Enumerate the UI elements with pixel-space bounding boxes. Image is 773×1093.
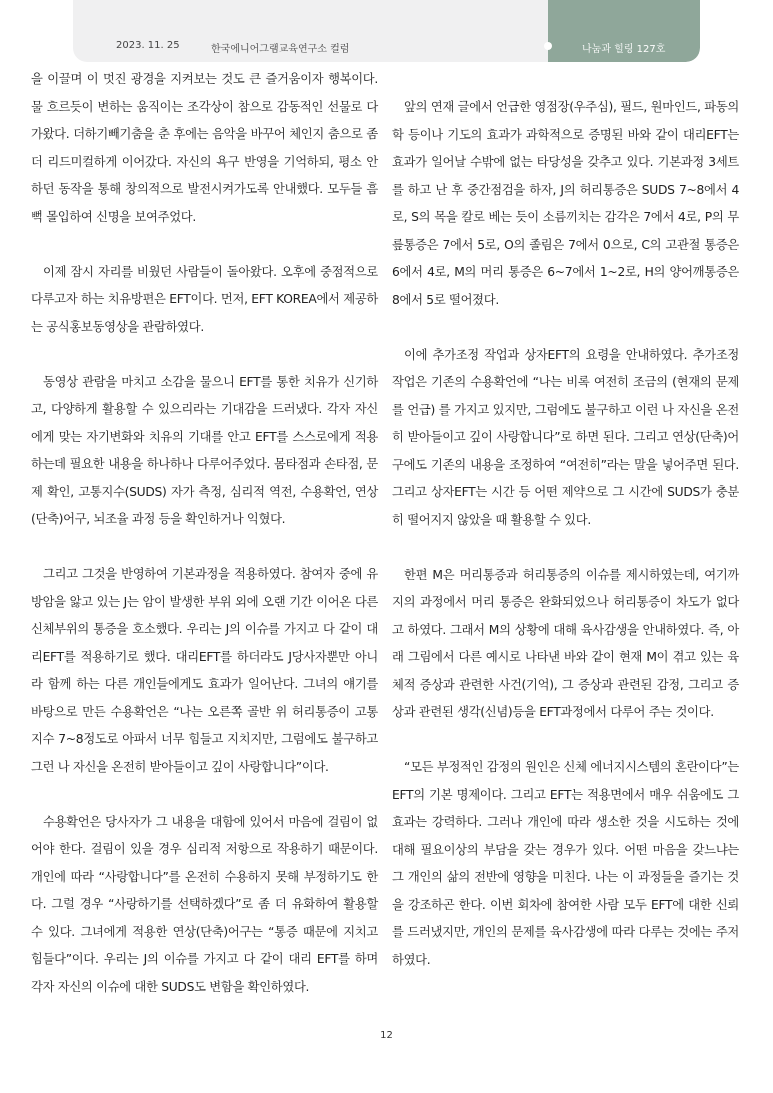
header-publisher: 한국에니어그램교육연구소 컬럼 bbox=[211, 44, 350, 55]
paragraph: 한편 M은 머리통증과 허리통증의 이슈를 제시하였는데, 여기까지의 과정에서 머리 통증은 완화되었으나 허리통증이 차도가 없다고 하였다. 그래서 M의 상황에 대해 육사감생을 안내하였다. 즉, 아래 그림에서 다른 예시로 나타낸 바와 같이 현재 M이 겪고 있는 육체적 증상과 관련한 사건(기억), 그 증상과 관련된 감정, 그리고 증상과 관련된 생각(신념)등을 EFT과정에서 다루어 주는 것이다. bbox=[392, 567, 739, 719]
paragraph: 수용확언은 당사자가 그 내용을 대함에 있어서 마음에 걸림이 없어야 한다. 걸림이 있을 경우 심리적 저항으로 작용하기 때문이다. 개인에 따라 “사랑합니다”를 온전히 수용하지 못해 부정하기도 한다. 그럴 경우 “사랑하기를 선택하겠다”로 좀 더 유화하여 활용할 수 있다. 그녀에게 적용한 연상(단축)어구는 “통증 때문에 지치고 힘들다”이다. 우리는 J의 이슈를 가지고 다 같이 대리 EFT를 하며 각자 자신의 이슈에 대한 SUDS도 변함을 확인하였다. bbox=[31, 814, 378, 994]
paragraph: 그리고 그것을 반영하여 기본과정을 적용하였다. 참여자 중에 유방암을 앓고 있는 J는 암이 발생한 부위 외에 오랜 기간 이어온 다른 신체부위의 통증을 호소했다. 우리는 J의 이슈를 가지고 다 같이 대리EFT를 적용하기로 했다. 대리EFT를 하더라도 J당사자뿐만 아니라 함께 하는 다른 개인들에게도 효과가 일어난다. 그녀의 얘기를 바탕으로 만든 수용확언은 “나는 오른쪽 골반 위 허리통증이 고통지수 7~8정도로 아파서 너무 힘들고 지치지만, 그럼에도 불구하고 그런 나 자신을 온전히 받아들이고 깊이 사랑합니다”이다. bbox=[31, 567, 378, 774]
page-header bbox=[73, 0, 700, 62]
right-column bbox=[392, 94, 739, 974]
paragraph: 이제 잠시 자리를 비웠던 사람들이 돌아왔다. 오후에 중점적으로 다루고자 하는 치유방편은 EFT이다. 먼저, EFT KOREA에서 제공하는 공식홍보동영상을 관람하였다. bbox=[31, 264, 378, 334]
paragraph: 동영상 관람을 마치고 소감을 물으니 EFT를 통한 치유가 신기하고, 다양하게 활용할 수 있으리라는 기대감을 드러냈다. 각자 자신에게 맞는 자기변화와 치유의 기대를 안고 EFT를 스스로에게 적용하는데 필요한 내용을 하나하나 다루어주었다. 몸타점과 손타점, 문제 확인, 고통지수(SUDS) 자가 측정, 심리적 역전, 수용확언, 연상(단축)어구, 뇌조율 과정 등을 확인하거나 익혔다. bbox=[31, 374, 378, 526]
paragraph: 이에 추가조정 작업과 상자EFT의 요령을 안내하였다. 추가조정 작업은 기존의 수용확언에 “나는 비록 여전히 조금의 (현재의 문제를 언급) 를 가지고 있지만, 그럼에도 불구하고 이런 나 자신을 온전히 받아들이고 깊이 사랑합니다”로 하면 된다. 그리고 연상(단축)어구에도 기존의 내용을 조정하여 “여전히”라는 말을 넣어주면 된다. 그리고 상자EFT는 시간 등 어떤 제약으로 그 시간에 SUDS가 충분히 떨어지지 않았을 때 활용할 수 있다. bbox=[392, 347, 739, 527]
header-date: 2023. 11. 25 bbox=[116, 40, 180, 51]
page-number: 12 bbox=[380, 1030, 393, 1041]
paragraph: 을 이끌며 이 멋진 광경을 지켜보는 것도 큰 즐거움이자 행복이다. 물 흐르듯이 변하는 움직이는 조각상이 참으로 감동적인 선물로 다가왔다. 더하기빼기춤을 춘 후에는 음악을 바꾸어 체인지 춤으로 좀 더 리드미컬하게 이어갔다. 자신의 욕구 반영을 기억하되, 평소 안하던 동작을 통해 창의적으로 발전시켜가도록 안내했다. 모두들 흠뻑 몰입하여 신명을 보여주었다. bbox=[31, 72, 378, 224]
bullet-dot-icon bbox=[544, 42, 552, 50]
paragraph: “모든 부정적인 감정의 원인은 신체 에너지시스템의 혼란이다”는 EFT의 기본 명제이다. 그리고 EFT는 적용면에서 매우 쉬움에도 그 효과는 강력하다. 그러나 개인에 따라 생소한 것을 시도하는 것에 대해 필요이상의 부담을 갖는 경우가 있다. 어떤 마음을 갖느냐는 그 개인의 삶의 전반에 영향을 미친다. 나는 이 과정들을 즐기는 것을 강조하곤 한다. 이번 회차에 참여한 사람 모두 EFT에 대한 신뢰를 드러냈지만, 개인의 문제를 육사감생에 따라 다루는 것에는 주저하였다. bbox=[392, 760, 739, 967]
left-column bbox=[31, 66, 378, 1001]
header-issue: 나눔과 힐링 127호 bbox=[582, 44, 666, 55]
paragraph: 앞의 연재 글에서 언급한 영점장(우주심), 필드, 원마인드, 파동의학 등이나 기도의 효과가 과학적으로 증명된 바와 같이 대리EFT는 효과가 일어날 수밖에 없는 타당성을 갖추고 있다. 기본과정 3세트를 하고 난 후 중간점검을 하자, J의 허리통증은 SUDS 7~8에서 4로, S의 목을 칼로 베는 듯이 소름끼치는 감각은 7에서 4로, P의 무릎통증은 7에서 5로, O의 졸림은 7에서 0으로, C의 고관절 통증은 6에서 4로, M의 머리 통증은 6~7에서 1~2로, H의 양어깨통증은 8에서 5로 떨어졌다. bbox=[392, 100, 739, 307]
issue-box bbox=[548, 0, 700, 62]
